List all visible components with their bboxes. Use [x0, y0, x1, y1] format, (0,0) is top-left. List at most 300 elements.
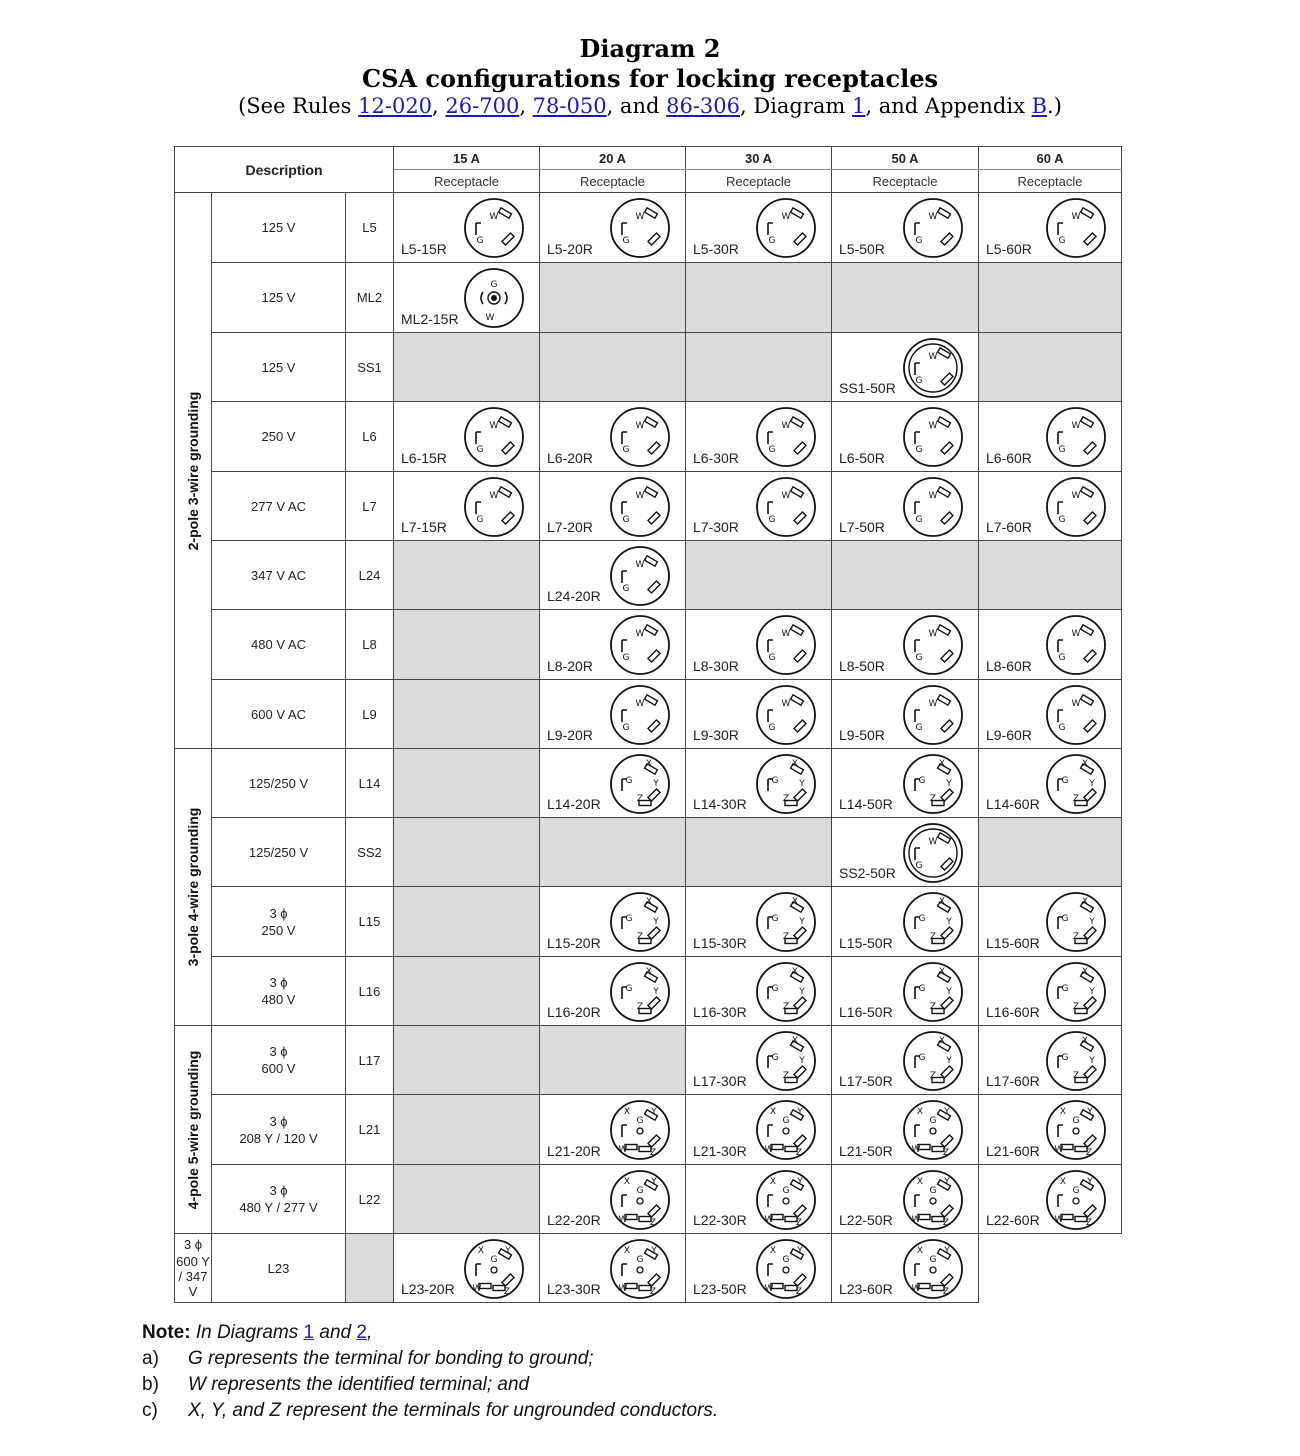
svg-text:X: X	[623, 1246, 631, 1256]
table-row	[175, 541, 1122, 610]
svg-text:Y: Y	[799, 917, 805, 927]
svg-text:W: W	[489, 491, 499, 501]
receptacle-face-icon	[755, 1169, 817, 1231]
svg-text:G: G	[915, 445, 923, 455]
svg-text:Z: Z	[929, 794, 937, 804]
receptacle-face-icon	[609, 197, 671, 259]
svg-text:X: X	[791, 897, 799, 907]
empty-cell	[979, 818, 1122, 887]
receptacle-face-icon	[755, 891, 817, 953]
receptacle-cell	[540, 193, 686, 263]
svg-text:W: W	[781, 699, 791, 709]
svg-text:X: X	[769, 1246, 777, 1256]
voltage-cell	[212, 333, 346, 402]
svg-text:Y: Y	[799, 987, 805, 997]
note-text-a: G represents the terminal for bonding to ground;	[188, 1348, 594, 1369]
group-label-cell	[175, 193, 212, 749]
receptacle-face-icon	[609, 476, 671, 538]
rule-link-1[interactable]: 12-020	[358, 94, 433, 118]
receptacle-code: L22-60R	[986, 1212, 1040, 1228]
svg-text:W: W	[911, 1145, 921, 1155]
receptacle-cell	[686, 472, 832, 541]
receptacle-cell	[686, 680, 832, 749]
receptacle-cell	[979, 193, 1122, 263]
receptacle-code: L17-50R	[839, 1073, 893, 1089]
svg-text:G: G	[782, 1255, 790, 1265]
svg-text:W: W	[635, 491, 645, 501]
receptacle-cell	[832, 1165, 979, 1234]
svg-text:Y: Y	[944, 1107, 950, 1117]
svg-text:W: W	[781, 421, 791, 431]
svg-text:G: G	[929, 1116, 937, 1126]
receptacle-cell	[979, 402, 1122, 472]
svg-text:Z: Z	[929, 1002, 937, 1012]
svg-text:W: W	[928, 421, 938, 431]
class-cell: L16	[346, 957, 394, 1026]
svg-text:W: W	[618, 1215, 628, 1225]
svg-text:Z: Z	[1085, 1218, 1093, 1228]
sep: ,	[519, 94, 533, 118]
svg-text:G: G	[918, 914, 926, 924]
receptacle-code: L24-20R	[547, 588, 601, 604]
empty-cell	[394, 818, 540, 887]
voltage-cell	[212, 887, 346, 957]
svg-text:W: W	[635, 421, 645, 431]
svg-text:Z: Z	[636, 1002, 644, 1012]
svg-text:G: G	[782, 1186, 790, 1196]
receptacle-face-icon	[609, 891, 671, 953]
table-row	[175, 402, 1122, 472]
empty-cell	[394, 887, 540, 957]
receptacle-face-icon	[902, 1169, 964, 1231]
receptacle-cell	[979, 957, 1122, 1026]
receptacle-face-icon	[1045, 753, 1107, 815]
note-link-2[interactable]: 2	[356, 1322, 367, 1343]
receptacle-cell	[832, 610, 979, 680]
svg-text:G: G	[1058, 445, 1066, 455]
svg-text:X: X	[769, 1177, 777, 1187]
receptacle-face-icon	[609, 961, 671, 1023]
receptacle-cell	[832, 1234, 979, 1303]
svg-text:G: G	[915, 515, 923, 525]
empty-cell	[686, 263, 832, 333]
voltage-line-1: 125 V	[261, 220, 296, 235]
svg-text:G: G	[1058, 515, 1066, 525]
svg-text:Y: Y	[799, 1056, 805, 1066]
receptacle-cell	[979, 1095, 1122, 1165]
receptacle-face-icon	[609, 753, 671, 815]
svg-text:Z: Z	[649, 1287, 657, 1297]
receptacle-code: L21-30R	[693, 1143, 747, 1159]
svg-text:Y: Y	[1089, 779, 1095, 789]
group-label: 4-pole 5-wire grounding	[185, 1050, 201, 1209]
table-row	[175, 263, 1122, 333]
svg-text:G: G	[768, 653, 776, 663]
receptacle-code: L16-30R	[693, 1004, 747, 1020]
receptacle-face-icon	[755, 614, 817, 676]
receptacle-face-icon	[755, 197, 817, 259]
table-row	[175, 610, 1122, 680]
receptacle-code: L21-60R	[986, 1143, 1040, 1159]
svg-text:G: G	[1072, 1186, 1080, 1196]
voltage-cell	[212, 1095, 346, 1165]
empty-cell	[979, 263, 1122, 333]
svg-text:G: G	[771, 984, 779, 994]
voltage-cell	[175, 1234, 212, 1303]
svg-text:G: G	[625, 914, 633, 924]
svg-text:Y: Y	[1087, 1177, 1093, 1187]
svg-text:G: G	[918, 984, 926, 994]
svg-text:Y: Y	[797, 1107, 803, 1117]
svg-text:G: G	[915, 236, 923, 246]
amp-header-15: 15 A	[394, 147, 540, 170]
receptacle-code: L17-60R	[986, 1073, 1040, 1089]
svg-text:Y: Y	[651, 1107, 657, 1117]
receptacle-cell	[832, 957, 979, 1026]
empty-cell	[394, 957, 540, 1026]
svg-text:Z: Z	[782, 932, 790, 942]
receptacle-face-icon	[463, 267, 525, 329]
svg-text:Z: Z	[649, 1218, 657, 1228]
svg-text:Y: Y	[799, 779, 805, 789]
receptacle-face-icon	[902, 1238, 964, 1300]
svg-text:W: W	[635, 212, 645, 222]
table-row	[175, 887, 1122, 957]
voltage-cell	[212, 680, 346, 749]
receptacle-code: L7-30R	[693, 519, 739, 535]
svg-text:X: X	[1059, 1107, 1067, 1117]
empty-cell	[394, 1095, 540, 1165]
svg-text:W: W	[1054, 1145, 1064, 1155]
svg-text:X: X	[938, 759, 946, 769]
svg-text:G: G	[1061, 1053, 1069, 1063]
receptacle-face-icon	[463, 476, 525, 538]
svg-text:G: G	[771, 776, 779, 786]
svg-text:G: G	[771, 914, 779, 924]
voltage-cell	[212, 957, 346, 1026]
sep: ,	[432, 94, 446, 118]
receptacle-code: L5-20R	[547, 241, 593, 257]
group-label-cell	[175, 1026, 212, 1234]
receptacle-cell	[832, 193, 979, 263]
receptacle-cell	[686, 610, 832, 680]
svg-text:G: G	[771, 1053, 779, 1063]
receptacle-face-icon	[902, 614, 964, 676]
svg-text:X: X	[938, 967, 946, 977]
class-cell: SS1	[346, 333, 394, 402]
receptacle-code: L9-50R	[839, 727, 885, 743]
svg-text:Y: Y	[797, 1246, 803, 1256]
receptacle-code: L7-60R	[986, 519, 1032, 535]
empty-cell	[394, 333, 540, 402]
appendix-link[interactable]: B	[1031, 94, 1048, 118]
note-text-b: W represents the identified terminal; and	[188, 1374, 530, 1395]
voltage-cell	[212, 1026, 346, 1095]
receptacle-code: L8-50R	[839, 658, 885, 674]
empty-cell	[540, 818, 686, 887]
empty-cell	[686, 541, 832, 610]
svg-text:G: G	[768, 515, 776, 525]
receptacle-face-icon	[755, 961, 817, 1023]
svg-text:G: G	[625, 776, 633, 786]
diagram-text: , Diagram	[740, 94, 853, 118]
receptacle-cell	[540, 680, 686, 749]
svg-text:Y: Y	[1089, 917, 1095, 927]
receptacle-cell	[686, 1165, 832, 1234]
voltage-line-1: 3 ϕ	[269, 905, 288, 921]
table-row	[175, 957, 1122, 1026]
receptacle-face-icon	[1045, 961, 1107, 1023]
svg-text:X: X	[1059, 1177, 1067, 1187]
receptacle-face-icon	[1045, 1169, 1107, 1231]
svg-text:X: X	[645, 759, 653, 769]
svg-text:Z: Z	[782, 794, 790, 804]
receptacle-cell	[832, 749, 979, 818]
receptacle-face-icon	[609, 1169, 671, 1231]
empty-cell	[686, 333, 832, 402]
receptacle-face-icon	[1045, 476, 1107, 538]
svg-text:G: G	[915, 723, 923, 733]
receptacle-face-icon	[609, 1238, 671, 1300]
svg-text:W: W	[635, 629, 645, 639]
receptacle-code: L8-60R	[986, 658, 1032, 674]
table-row	[175, 1095, 1122, 1165]
svg-text:G: G	[490, 280, 498, 290]
svg-text:Y: Y	[653, 917, 659, 927]
class-cell: L17	[346, 1026, 394, 1095]
class-cell: L22	[346, 1165, 394, 1234]
voltage-line-1: 125/250 V	[248, 844, 309, 860]
svg-text:G: G	[490, 1255, 498, 1265]
svg-text:X: X	[938, 897, 946, 907]
svg-text:Z: Z	[942, 1148, 950, 1158]
svg-text:Y: Y	[1089, 987, 1095, 997]
receptacle-cell	[686, 749, 832, 818]
receptacle-cell	[540, 402, 686, 472]
svg-text:Z: Z	[1072, 932, 1080, 942]
description-header: Description	[175, 147, 394, 193]
note-marker-c: c)	[142, 1400, 158, 1421]
svg-text:Z: Z	[795, 1218, 803, 1228]
receptacle-cell	[540, 1095, 686, 1165]
svg-text:Y: Y	[505, 1246, 511, 1256]
svg-text:G: G	[476, 515, 484, 525]
svg-text:G: G	[622, 445, 630, 455]
receptacle-face-icon	[463, 406, 525, 468]
svg-text:Z: Z	[1072, 1071, 1080, 1081]
receptacle-face-icon	[755, 1030, 817, 1092]
receptacle-cell	[979, 610, 1122, 680]
svg-text:Z: Z	[782, 1071, 790, 1081]
table-row	[175, 193, 1122, 263]
svg-text:Z: Z	[942, 1218, 950, 1228]
receptacle-cell	[832, 333, 979, 402]
receptacle-code: ML2-15R	[401, 311, 459, 327]
receptacle-code: SS2-50R	[839, 865, 896, 881]
note-end: ,	[366, 1322, 373, 1343]
class-cell: L9	[346, 680, 394, 749]
svg-text:G: G	[915, 861, 923, 871]
group-label: 2-pole 3-wire grounding	[185, 391, 201, 550]
receptacle-cell	[540, 1234, 686, 1303]
receptacle-code: L9-30R	[693, 727, 739, 743]
svg-text:G: G	[918, 1053, 926, 1063]
svg-text:G: G	[918, 776, 926, 786]
svg-text:W: W	[489, 212, 499, 222]
receptacle-face-icon	[755, 406, 817, 468]
voltage-cell	[212, 1165, 346, 1234]
svg-text:G: G	[1061, 776, 1069, 786]
voltage-cell	[212, 818, 346, 887]
receptacle-code: L6-20R	[547, 450, 593, 466]
voltage-line-1: 3 ϕ	[269, 1044, 288, 1059]
table-row	[175, 1234, 1122, 1303]
svg-text:Y: Y	[653, 987, 659, 997]
receptacle-subheader: Receptacle	[686, 170, 832, 193]
svg-text:G: G	[1058, 236, 1066, 246]
svg-text:X: X	[791, 967, 799, 977]
rule-link-2[interactable]: 26-700	[445, 94, 520, 118]
receptacle-code: L6-30R	[693, 450, 739, 466]
receptacle-cell	[540, 472, 686, 541]
receptacle-cell	[540, 541, 686, 610]
voltage-line-2: 250 V	[261, 922, 296, 938]
svg-text:W: W	[764, 1215, 774, 1225]
table-row	[175, 472, 1122, 541]
voltage-cell	[212, 402, 346, 472]
receptacle-table	[174, 146, 1122, 1303]
receptacle-code: L23-20R	[401, 1281, 455, 1297]
receptacle-face-icon	[1045, 197, 1107, 259]
svg-text:G: G	[622, 236, 630, 246]
svg-text:G: G	[636, 1186, 644, 1196]
group-label-cell	[175, 749, 212, 1026]
svg-text:W: W	[472, 1284, 482, 1294]
svg-text:G: G	[1058, 723, 1066, 733]
receptacle-code: L14-30R	[693, 796, 747, 812]
receptacle-cell	[979, 680, 1122, 749]
svg-text:W: W	[1071, 421, 1081, 431]
svg-text:G: G	[782, 1116, 790, 1126]
receptacle-subheader: Receptacle	[540, 170, 686, 193]
receptacle-code: L16-50R	[839, 1004, 893, 1020]
class-cell: SS2	[346, 818, 394, 887]
receptacle-code: L14-20R	[547, 796, 601, 812]
receptacle-code: L8-20R	[547, 658, 593, 674]
svg-text:Y: Y	[944, 1177, 950, 1187]
diagram-subtitle: CSA configurations for locking receptacles	[361, 64, 938, 93]
receptacle-cell	[686, 887, 832, 957]
receptacle-face-icon	[902, 406, 964, 468]
class-cell: ML2	[346, 263, 394, 333]
svg-text:W: W	[618, 1284, 628, 1294]
note-intro: In Diagrams	[190, 1322, 304, 1343]
voltage-line-1: 347 V AC	[251, 567, 306, 583]
note-text-c: X, Y, and Z represent the terminals for ungrounded conductors.	[188, 1400, 719, 1421]
receptacle-code: L15-50R	[839, 935, 893, 951]
empty-cell	[394, 1026, 540, 1095]
svg-text:Y: Y	[946, 779, 952, 789]
svg-text:Z: Z	[636, 932, 644, 942]
empty-cell	[540, 333, 686, 402]
svg-text:W: W	[928, 837, 938, 847]
note-link-1[interactable]: 1	[303, 1322, 315, 1343]
rule-link-4[interactable]: 86-306	[666, 94, 740, 118]
voltage-cell	[212, 263, 346, 333]
voltage-line-1: 3 ϕ	[269, 975, 288, 990]
receptacle-cell	[979, 887, 1122, 957]
svg-text:Y: Y	[946, 1056, 952, 1066]
diagram-link[interactable]: 1	[852, 94, 866, 118]
empty-cell	[540, 263, 686, 333]
voltage-cell	[212, 193, 346, 263]
svg-text:G: G	[622, 584, 630, 594]
svg-text:Y: Y	[944, 1246, 950, 1256]
receptacle-code: L6-50R	[839, 450, 885, 466]
svg-text:G: G	[1061, 984, 1069, 994]
receptacle-face-icon	[1045, 406, 1107, 468]
receptacle-cell	[394, 1234, 540, 1303]
voltage-cell	[212, 472, 346, 541]
receptacle-face-icon	[902, 891, 964, 953]
receptacle-code: L16-60R	[986, 1004, 1040, 1020]
receptacle-cell	[832, 1026, 979, 1095]
receptacle-cell	[979, 472, 1122, 541]
svg-text:Y: Y	[946, 987, 952, 997]
voltage-line-1: 125 V	[261, 290, 296, 305]
svg-text:Z: Z	[782, 1002, 790, 1012]
receptacle-code: L9-60R	[986, 727, 1032, 743]
svg-text:Z: Z	[1072, 1002, 1080, 1012]
receptacle-code: L8-30R	[693, 658, 739, 674]
table-row	[175, 680, 1122, 749]
receptacle-face-icon	[755, 1238, 817, 1300]
empty-cell	[832, 541, 979, 610]
receptacle-cell	[540, 610, 686, 680]
receptacle-face-icon	[755, 476, 817, 538]
receptacle-cell	[540, 1165, 686, 1234]
svg-text:Z: Z	[649, 1148, 657, 1158]
receptacle-cell	[832, 680, 979, 749]
svg-text:X: X	[916, 1107, 924, 1117]
svg-text:X: X	[1081, 759, 1089, 769]
empty-cell	[686, 818, 832, 887]
empty-cell	[394, 1165, 540, 1234]
voltage-line-2: 480 V	[261, 992, 296, 1007]
voltage-line-1: 3 ϕ	[269, 1113, 288, 1129]
receptacle-code: L21-20R	[547, 1143, 601, 1159]
svg-text:W: W	[781, 212, 791, 222]
receptacle-cell	[394, 263, 540, 333]
receptacle-face-icon	[902, 684, 964, 746]
table-row	[175, 1026, 1122, 1095]
svg-text:Z: Z	[929, 932, 937, 942]
svg-text:X: X	[477, 1246, 485, 1256]
receptacle-face-icon	[902, 1030, 964, 1092]
voltage-line-2: 600 Y / 347 V	[176, 1254, 210, 1299]
svg-text:W: W	[781, 491, 791, 501]
receptacle-code: L7-50R	[839, 519, 885, 535]
receptacle-face-icon	[609, 684, 671, 746]
receptacle-face-icon	[902, 822, 964, 884]
svg-text:X: X	[1081, 1036, 1089, 1046]
note-line	[142, 1322, 372, 1344]
receptacle-cell	[832, 818, 979, 887]
rule-link-3[interactable]: 78-050	[532, 94, 607, 118]
receptacle-face-icon	[755, 684, 817, 746]
receptacle-face-icon	[1045, 891, 1107, 953]
svg-text:X: X	[645, 897, 653, 907]
